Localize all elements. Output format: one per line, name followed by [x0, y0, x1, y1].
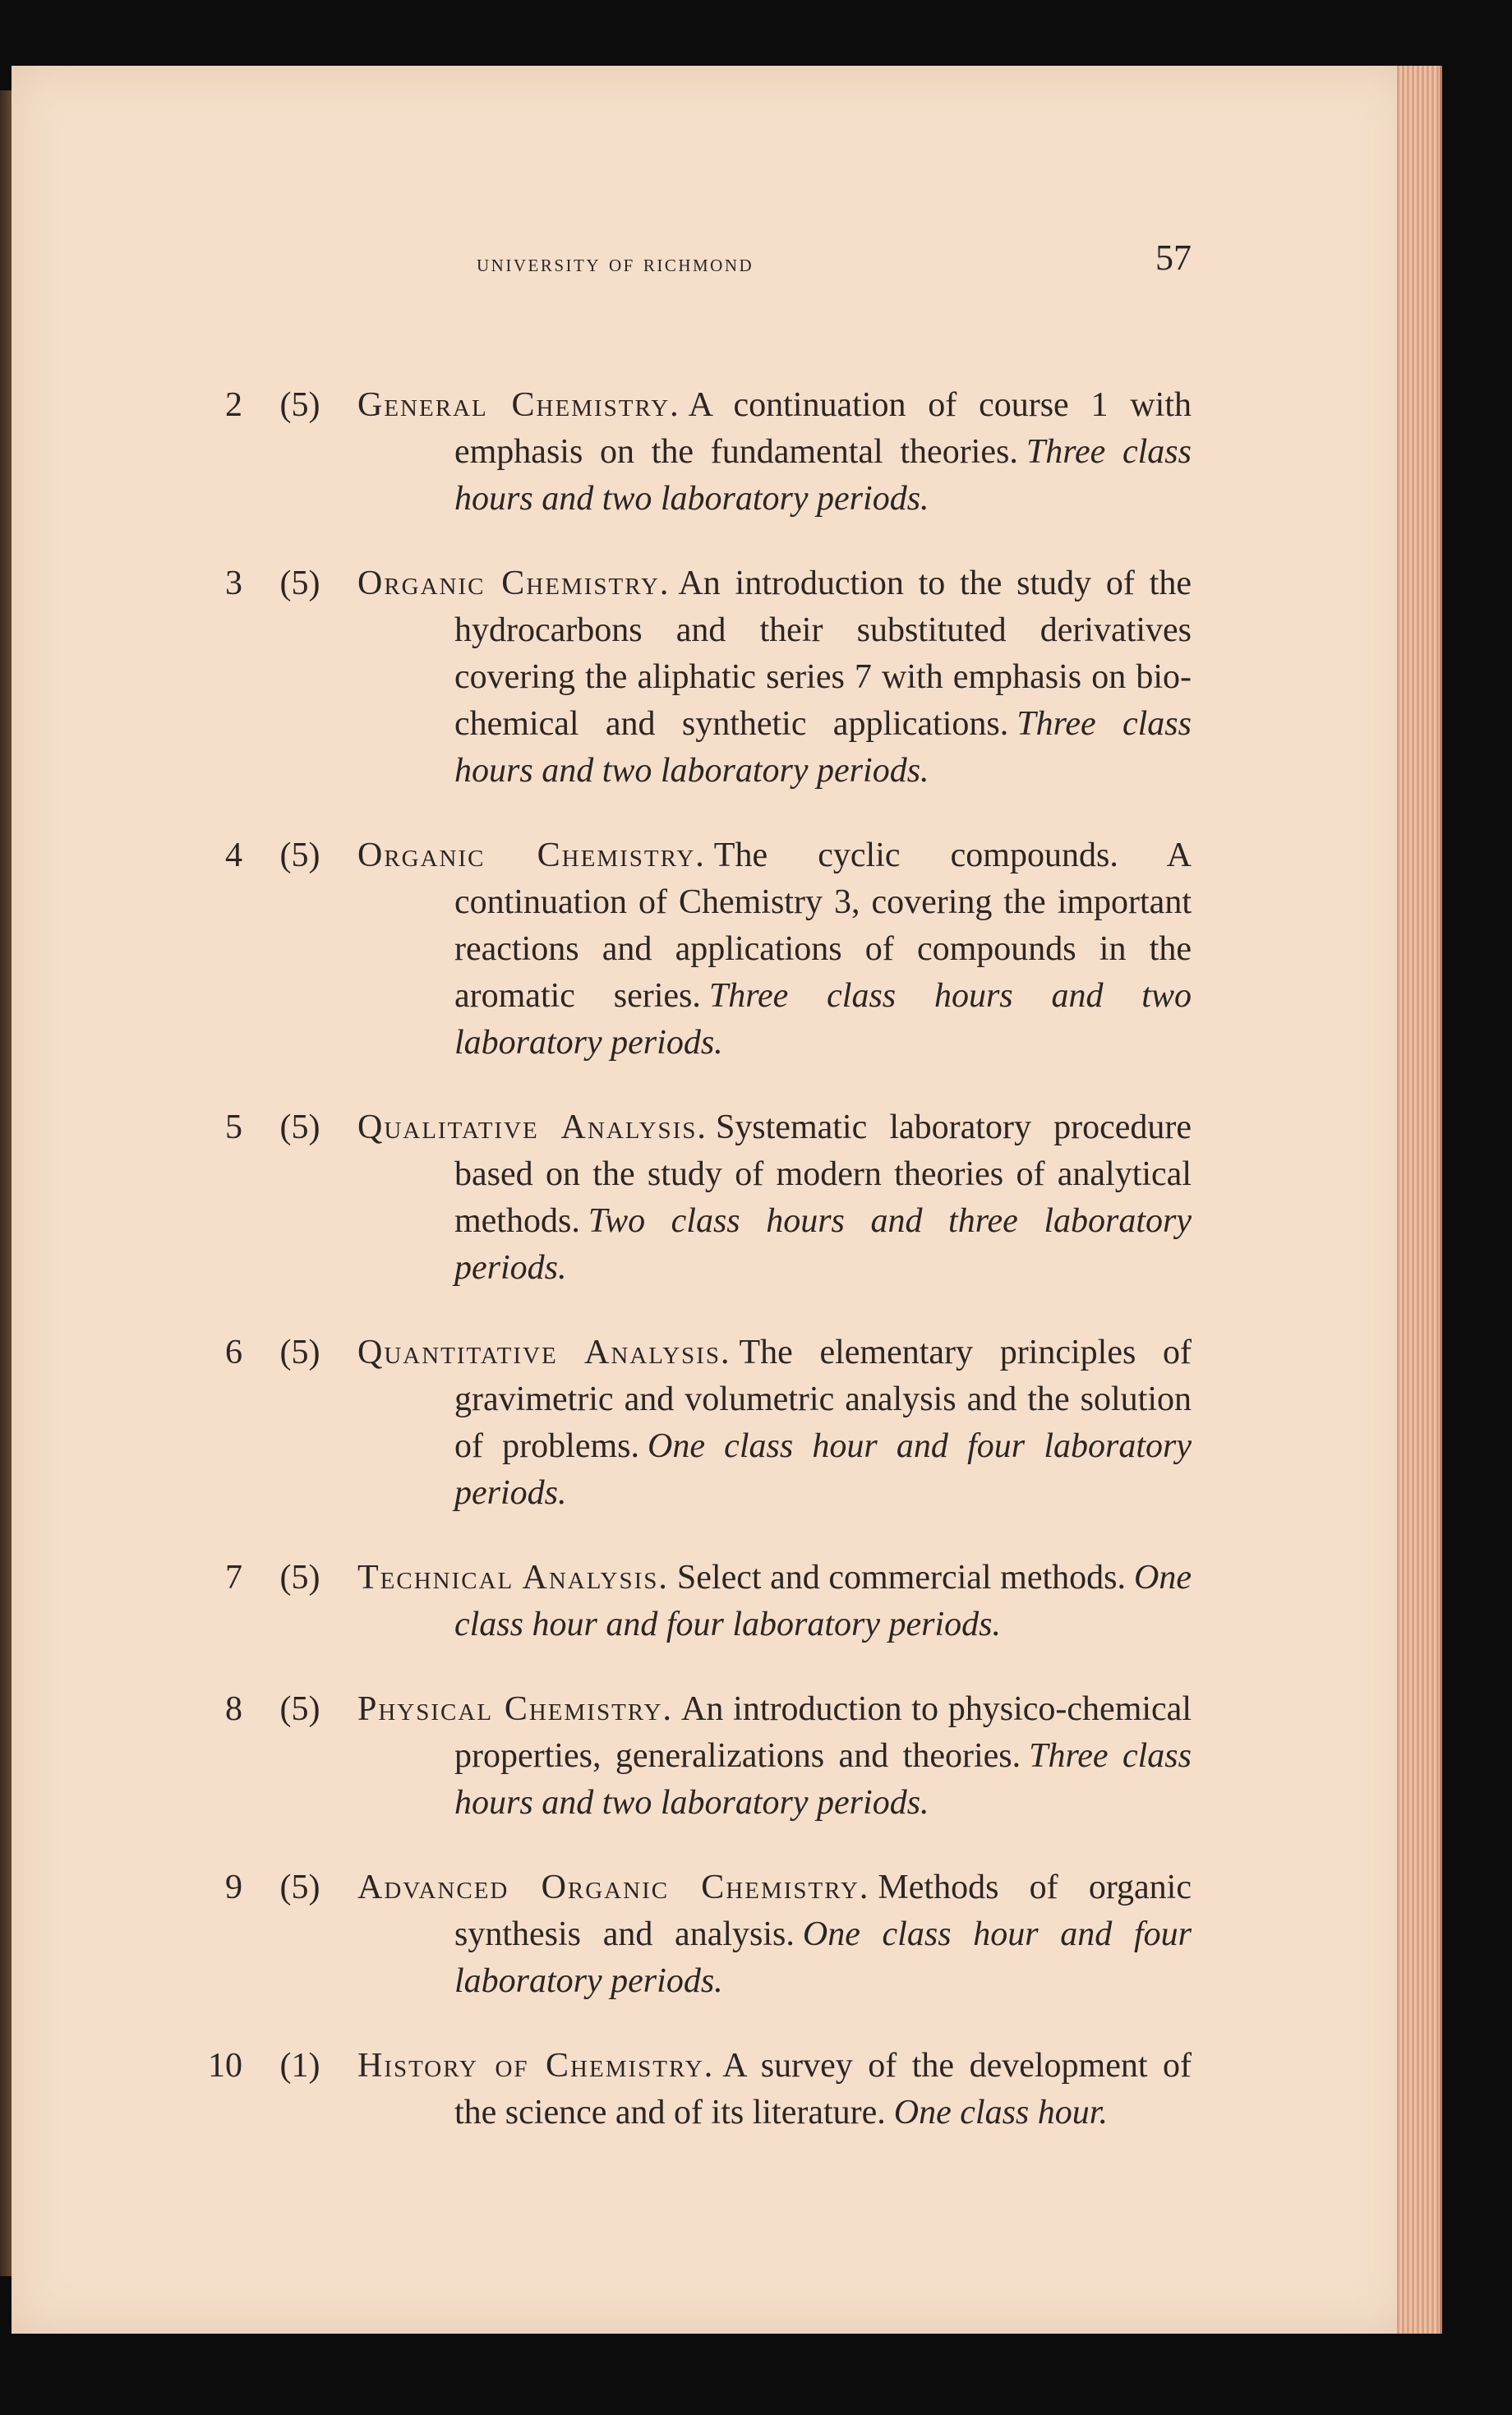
course-entry: [168, 382, 1192, 523]
course-list: [168, 382, 1192, 2174]
course-title: General Chemistry.: [357, 386, 680, 424]
course-credit: (5): [279, 836, 320, 874]
course-text: [357, 382, 1192, 523]
course-entry: [168, 560, 1192, 795]
course-entry: [168, 1555, 1192, 1648]
course-hours: One class hour.: [893, 2094, 1108, 2132]
course-text: [357, 1686, 1192, 1827]
course-hours: Two class hours and three laboratory periods.: [454, 1202, 1192, 1287]
course-entry: [168, 1864, 1192, 2005]
course-text: [357, 560, 1192, 795]
course-text: [357, 832, 1192, 1067]
course-entry: [168, 1104, 1192, 1292]
course-title: Organic Chemistry.: [357, 565, 671, 602]
course-credit: (5): [279, 1690, 320, 1728]
course-description: A survey of the development of the science and of its literature.: [454, 2047, 1192, 2132]
course-title: Qualitative Analysis.: [357, 1108, 708, 1146]
course-title: Organic Chemistry.: [357, 836, 706, 874]
course-credit: (5): [279, 1334, 320, 1371]
course-number: 5: [225, 1108, 242, 1146]
course-description: Systematic laboratory procedure based on the study of modern theories of analytical methods.: [454, 1108, 1192, 1240]
course-text: [357, 2043, 1192, 2136]
course-description: The cyclic compounds. A continuation of Chemistry 3, covering the important reactions and applications of compounds in the aromatic series.: [454, 836, 1192, 1015]
course-description: Methods of organic synthesis and analysis.: [454, 1869, 1192, 1953]
course-hours: Three class hours and two laboratory periods.: [454, 1737, 1192, 1822]
course-credit: (5): [279, 1559, 320, 1597]
course-entry: [168, 1330, 1192, 1517]
course-number: 8: [225, 1690, 242, 1728]
page-stack-edge: [1397, 66, 1442, 2334]
course-number: 4: [225, 836, 242, 874]
course-credit: (5): [279, 1869, 320, 1906]
course-text: [357, 1555, 1192, 1648]
course-hours: Three class hours and two laboratory periods.: [454, 705, 1192, 790]
course-number: 2: [225, 386, 242, 424]
course-entry: [168, 2043, 1192, 2136]
course-hours: One class hour and four laboratory periods.: [454, 1559, 1192, 1643]
course-title: Physical Chemistry.: [357, 1690, 673, 1728]
course-credit: (1): [279, 2047, 320, 2085]
course-description: Select and commercial methods.: [676, 1559, 1127, 1597]
running-head-title: university of richmond: [477, 250, 754, 277]
course-entry: [168, 832, 1192, 1067]
course-number: 10: [208, 2047, 242, 2085]
course-credit: (5): [279, 1108, 320, 1146]
course-credit: (5): [279, 565, 320, 602]
course-description: An introduction to physico-chemical properties, generalizations and theories.: [454, 1690, 1192, 1775]
course-title: History of Chemistry.: [357, 2047, 715, 2085]
course-number: 9: [225, 1869, 242, 1906]
course-text: [357, 1330, 1192, 1517]
course-title: Quantitative Analysis.: [357, 1334, 731, 1371]
course-description: An introduction to the study of the hydrocarbons and their substituted derivatives covering the aliphatic series 7 with emphasis on bio-chemical and synthetic applications.: [454, 565, 1192, 743]
course-description: The elementary principles of gravimetric and volumetric analysis and the solution of problems.: [454, 1334, 1192, 1465]
page-number: 57: [1155, 237, 1192, 278]
running-head: [362, 232, 1192, 297]
course-entry: [168, 1686, 1192, 1827]
course-hours: One class hour and four laboratory periods.: [454, 1915, 1192, 2000]
course-hours: One class hour and four laboratory periods.: [454, 1427, 1192, 1512]
course-description: A continuation of course 1 with emphasis on the fundamental theories.: [454, 386, 1192, 471]
course-title: Advanced Organic Chemistry.: [357, 1869, 870, 1906]
course-hours: Three class hours and two laboratory periods.: [454, 433, 1192, 518]
course-hours: Three class hours and two laboratory periods.: [454, 977, 1192, 1062]
course-text: [357, 1864, 1192, 2005]
course-credit: (5): [279, 386, 320, 424]
course-number: 3: [225, 565, 242, 602]
course-number: 7: [225, 1559, 242, 1597]
course-title: Technical Analysis.: [357, 1559, 669, 1597]
course-number: 6: [225, 1334, 242, 1371]
course-text: [357, 1104, 1192, 1292]
